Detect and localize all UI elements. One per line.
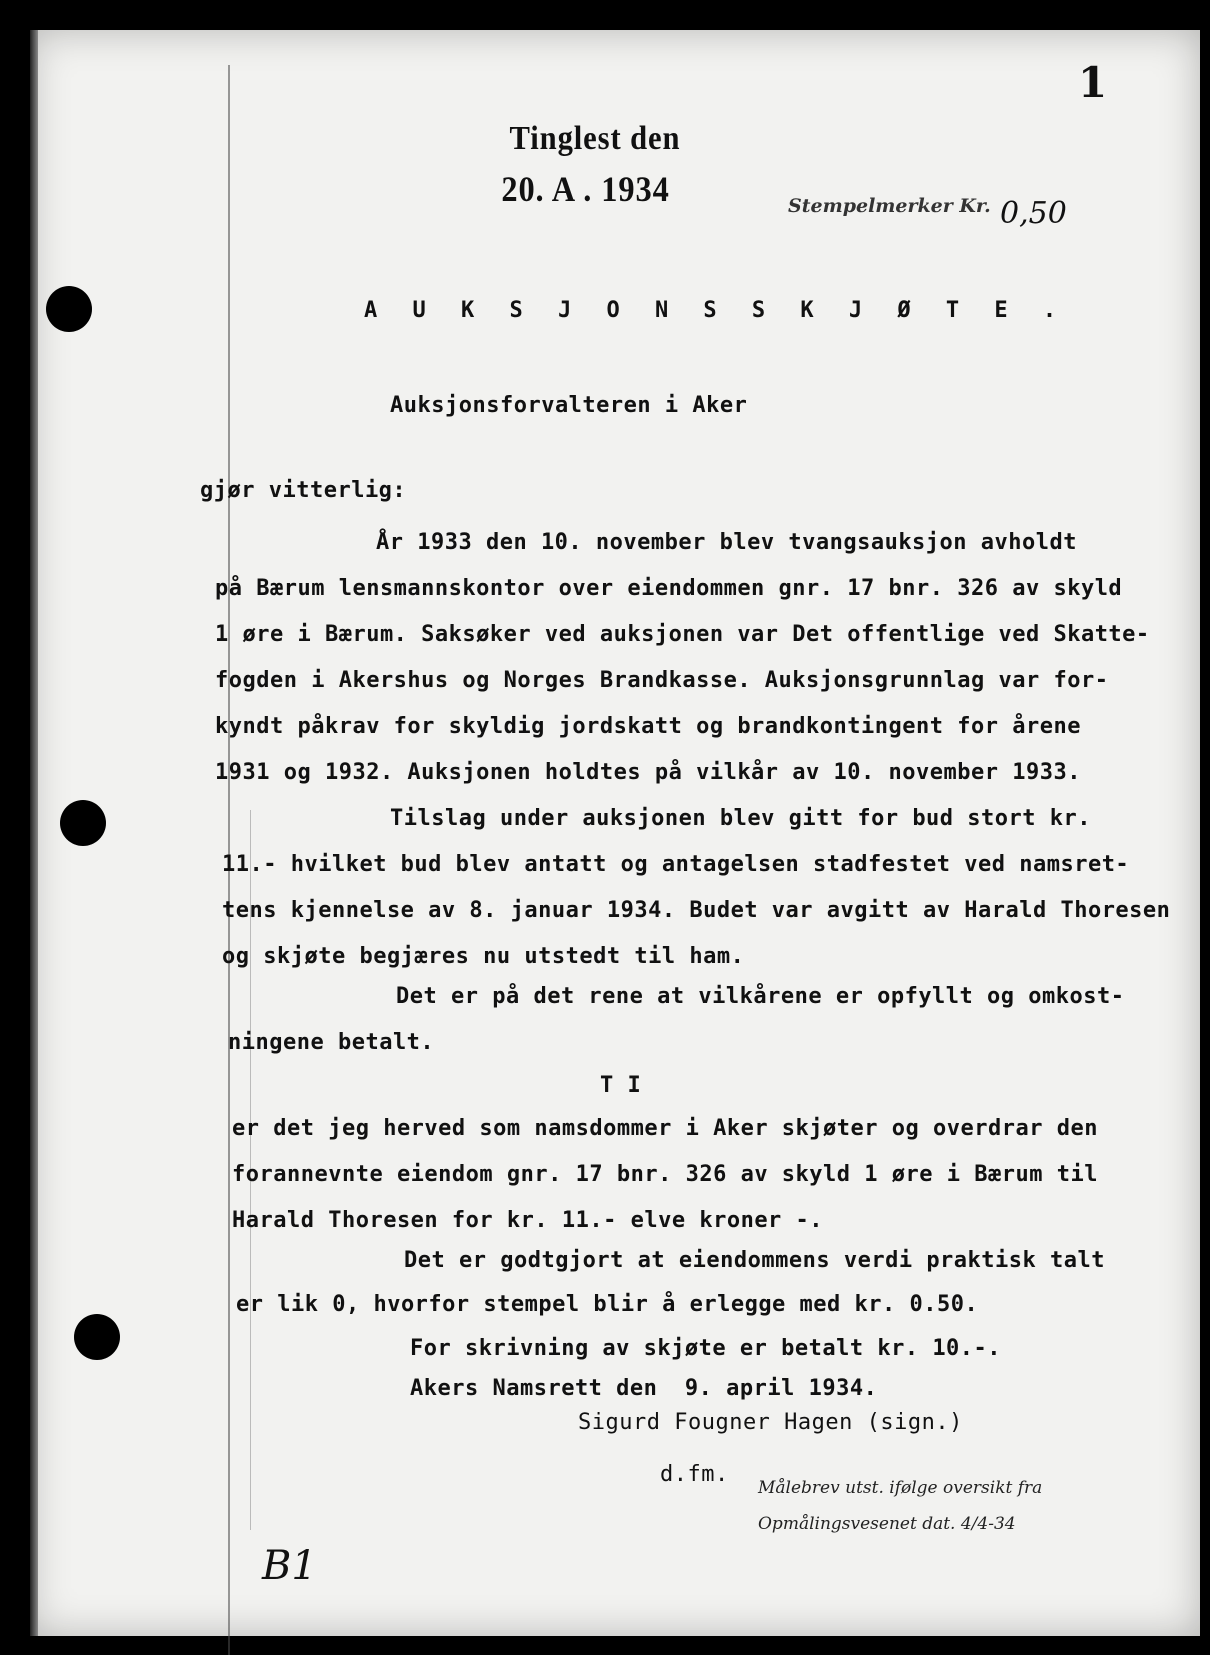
body-line: Tilslag under auksjonen blev gitt for bud stort kr. — [390, 806, 1092, 831]
issuer-line: Auksjonsforvalteren i Aker — [390, 393, 748, 418]
handwritten-note-line1: Målebrev utst. ifølge oversikt fra — [758, 1478, 1043, 1498]
body-line: tens kjennelse av 8. januar 1934. Budet var avgitt av Harald Thoresen — [222, 898, 1171, 923]
intro-line: gjør vitterlig: — [200, 478, 407, 503]
signature-line: Sigurd Fougner Hagen (sign.) — [578, 1410, 963, 1435]
body-line: Harald Thoresen for kr. 11.- elve kroner -. — [232, 1208, 824, 1233]
margin-handwritten-mark: B1 — [262, 1543, 317, 1589]
body-line: og skjøte begjæres nu utstedt til ham. — [222, 944, 745, 969]
body-line: er det jeg herved som namsdommer i Aker skjøter og overdrar den — [232, 1116, 1098, 1141]
body-line: på Bærum lensmannskontor over eiendommen gnr. 17 bnr. 326 av skyld — [215, 576, 1123, 601]
body-line: 11.- hvilket bud blev antatt og antagelsen stadfestet ved namsret- — [222, 852, 1130, 877]
body-line: kyndt påkrav for skyldig jordskatt og brandkontingent for årene — [215, 714, 1081, 739]
stamp-duty-amount: 0,50 — [1000, 196, 1067, 231]
dfm-line: d.fm. — [660, 1462, 729, 1487]
body-line: forannevnte eiendom gnr. 17 bnr. 326 av skyld 1 øre i Bærum til — [232, 1162, 1098, 1187]
page-edge-shadow — [30, 30, 38, 1636]
registration-stamp-title: Tinglest den — [509, 120, 681, 157]
punch-hole-icon — [74, 1314, 120, 1360]
body-line: Det er på det rene at vilkårene er opfyllt og omkost- — [396, 984, 1125, 1009]
body-line: År 1933 den 10. november blev tvangsauksjon avholdt — [376, 530, 1078, 555]
body-line: ningene betalt. — [228, 1030, 435, 1055]
body-line: 1931 og 1932. Auksjonen holdtes på vilkår av 10. november 1933. — [215, 760, 1081, 785]
registration-stamp-date: 20. A . 1934 — [501, 169, 670, 209]
page-number: 1 — [1078, 58, 1108, 107]
body-line: er lik 0, hvorfor stempel blir å erlegge med kr. 0.50. — [236, 1292, 979, 1317]
handwritten-note-line2: Opmålingsvesenet dat. 4/4-34 — [758, 1514, 1016, 1534]
punch-hole-icon — [46, 286, 92, 332]
punch-hole-icon — [60, 800, 106, 846]
body-line: Det er godtgjort at eiendommens verdi praktisk talt — [404, 1248, 1106, 1273]
stamp-duty-label: Stempelmerker Kr. — [788, 195, 991, 217]
body-line: For skrivning av skjøte er betalt kr. 10.-. — [410, 1336, 1002, 1361]
body-line: 1 øre i Bærum. Saksøker ved auksjonen var Det offentlige ved Skatte- — [215, 622, 1150, 647]
section-heading: T I — [600, 1073, 642, 1098]
document-title: A U K S J O N S S K J Ø T E . — [364, 298, 1068, 323]
place-date-line: Akers Namsrett den 9. april 1934. — [410, 1376, 878, 1401]
body-line: fogden i Akershus og Norges Brandkasse. Auksjonsgrunnlag var for- — [215, 668, 1109, 693]
